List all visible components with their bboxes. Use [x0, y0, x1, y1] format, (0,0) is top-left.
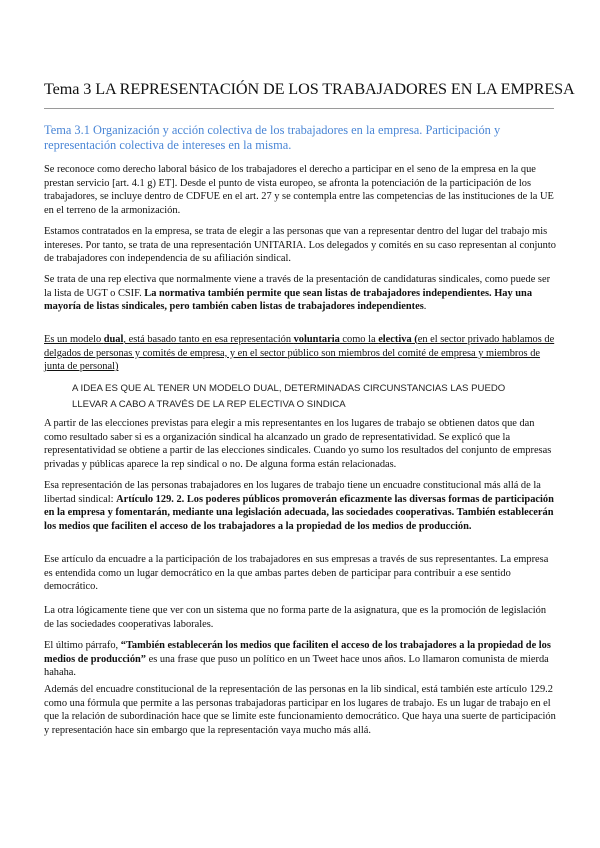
paragraph-1: Se reconoce como derecho laboral básico de los trabajadores el derecho a participar en el seno de la empresa en la que prestan servicio [art. 4.1 g) ET]. Desde el punto de vista europeo, se afronta la potenciación de la participación de los trabajadores, se incluye dentro de CDFUE en el art. 27 y se contempla entre las competencias de las instituciones de la UE en el terreno de la armonización. [44, 164, 554, 216]
paragraph-9-end: es una frase que puso un político en un Tweet hace unos años. Lo llamaron comunista de mierda hahaha. [44, 653, 549, 679]
article-129-quote: Artículo 129. 2. Los poderes públicos promoverán eficazmente las diversas formas de participación en la empresa y fomentarán, mediante una legislación adecuada, las sociedades cooperativas. También establecerán los medios que faciliten el acceso de los trabajadores a la propiedad de los medios de producción. [44, 493, 554, 532]
paragraph-3-end: . [423, 301, 427, 313]
p4-a: Es un modelo [44, 334, 104, 345]
paragraph-9 [44, 639, 558, 680]
paragraph-10: Además del encuadre constitucional de la representación de las personas en la lib sindical, está también este artículo 129.2 como una fórmula que permite a las personas trabajadoras participar en los lugares de trabajo. Es un lugar de trabajo en el que la relación de subordinación hace que se limite este funcionamiento democrático. Que haya una suerte de participación y representación hace sin embargo que la representación vaya mucho más allá. [44, 684, 556, 736]
paragraph-2: Estamos contratados en la empresa, se trata de elegir a las personas que van a representar dentro del lugar del trabajo mis intereses. Por tanto, se trata de una representación UNITARIA. Los delegados y comités en su caso representan al conjunto de trabajadores con independencia de su afiliación sindical. [44, 226, 556, 265]
paragraph-6-text: Esa representación de las personas trabajadores en los lugares de trabajo tiene un encuadre constitucional más allá de la libertad sindical: [44, 480, 541, 505]
paragraph-4 [44, 333, 558, 374]
indented-note: A IDEA ES QUE AL TENER UN MODELO DUAL, DETERMINADAS CIRCUNSTANCIAS LAS PUEDO LLEVAR A CABO A TRAVÉS DE LA REP ELECTIVA O SINDICA [72, 383, 506, 410]
paragraph-6 [44, 479, 558, 533]
title-divider [44, 108, 554, 109]
paragraph-3-bold: La normativa también permite que sean listas de trabajadores independientes. Hay una mayoría de listas sindicales, pero también caben listas de trabajadores independientes [44, 287, 533, 313]
page-title: Tema 3 LA REPRESENTACIÓN DE LOS TRABAJADORES EN LA EMPRESA [44, 80, 575, 98]
paragraph-7: Ese artículo da encuadre a la participación de los trabajadores en sus empresas a través de sus representantes. La empresa es entendida como un lugar democrático en la que ambas partes deben de participar para contribuir a ese sentido democrático. [44, 554, 549, 593]
p4-electiva: electiva ( [378, 334, 418, 345]
paragraph-8: La otra lógicamente tiene que ver con un sistema que no forma parte de la asignatura, que es la promoción de legislación de las sociedades cooperativas laborales. [44, 605, 547, 630]
p4-c: , está basado tanto en esa representación [123, 334, 294, 345]
paragraph-3 [44, 273, 558, 314]
p4-e: como la [339, 334, 379, 345]
p4-voluntaria: voluntaria [293, 334, 340, 345]
p4-dual: dual [103, 334, 124, 345]
paragraph-9-text: El último párrafo, [44, 640, 121, 651]
p4-g: en el sector privado hablamos de delgados de personas y comités de empresa, y en el sector público son miembros del comité de empresa y miembros de junta de personal) [44, 334, 555, 373]
paragraph-9-quote: “También establecerán los medios que faciliten el acceso de los trabajadores a la propiedad de los medios de producción” [44, 640, 551, 665]
paragraph-5: A partir de las elecciones previstas para elegir a mis representantes en los lugares de trabajo se obtienen datos que dan como resultado saber si es a organización sindical ha alcanzado un grado de representatividad. Se explicó que la representatividad se obtiene a partir de las elecciones sindicales. Cuando yo sumo los resultados del conjunto de empresas privadas y públicas aparece la rep sindical o no. De alguna forma están relacionadas. [44, 418, 552, 470]
paragraph-3-text: Se trata de una rep electiva que normalmente viene a través de la presentación de candidaturas sindicales, como puede ser la lista de UGT o CSIF. [44, 274, 551, 299]
section-heading: Tema 3.1 Organización y acción colectiva de los trabajadores en la empresa. Participación y representación colectiva de intereses en la misma. [44, 123, 501, 152]
